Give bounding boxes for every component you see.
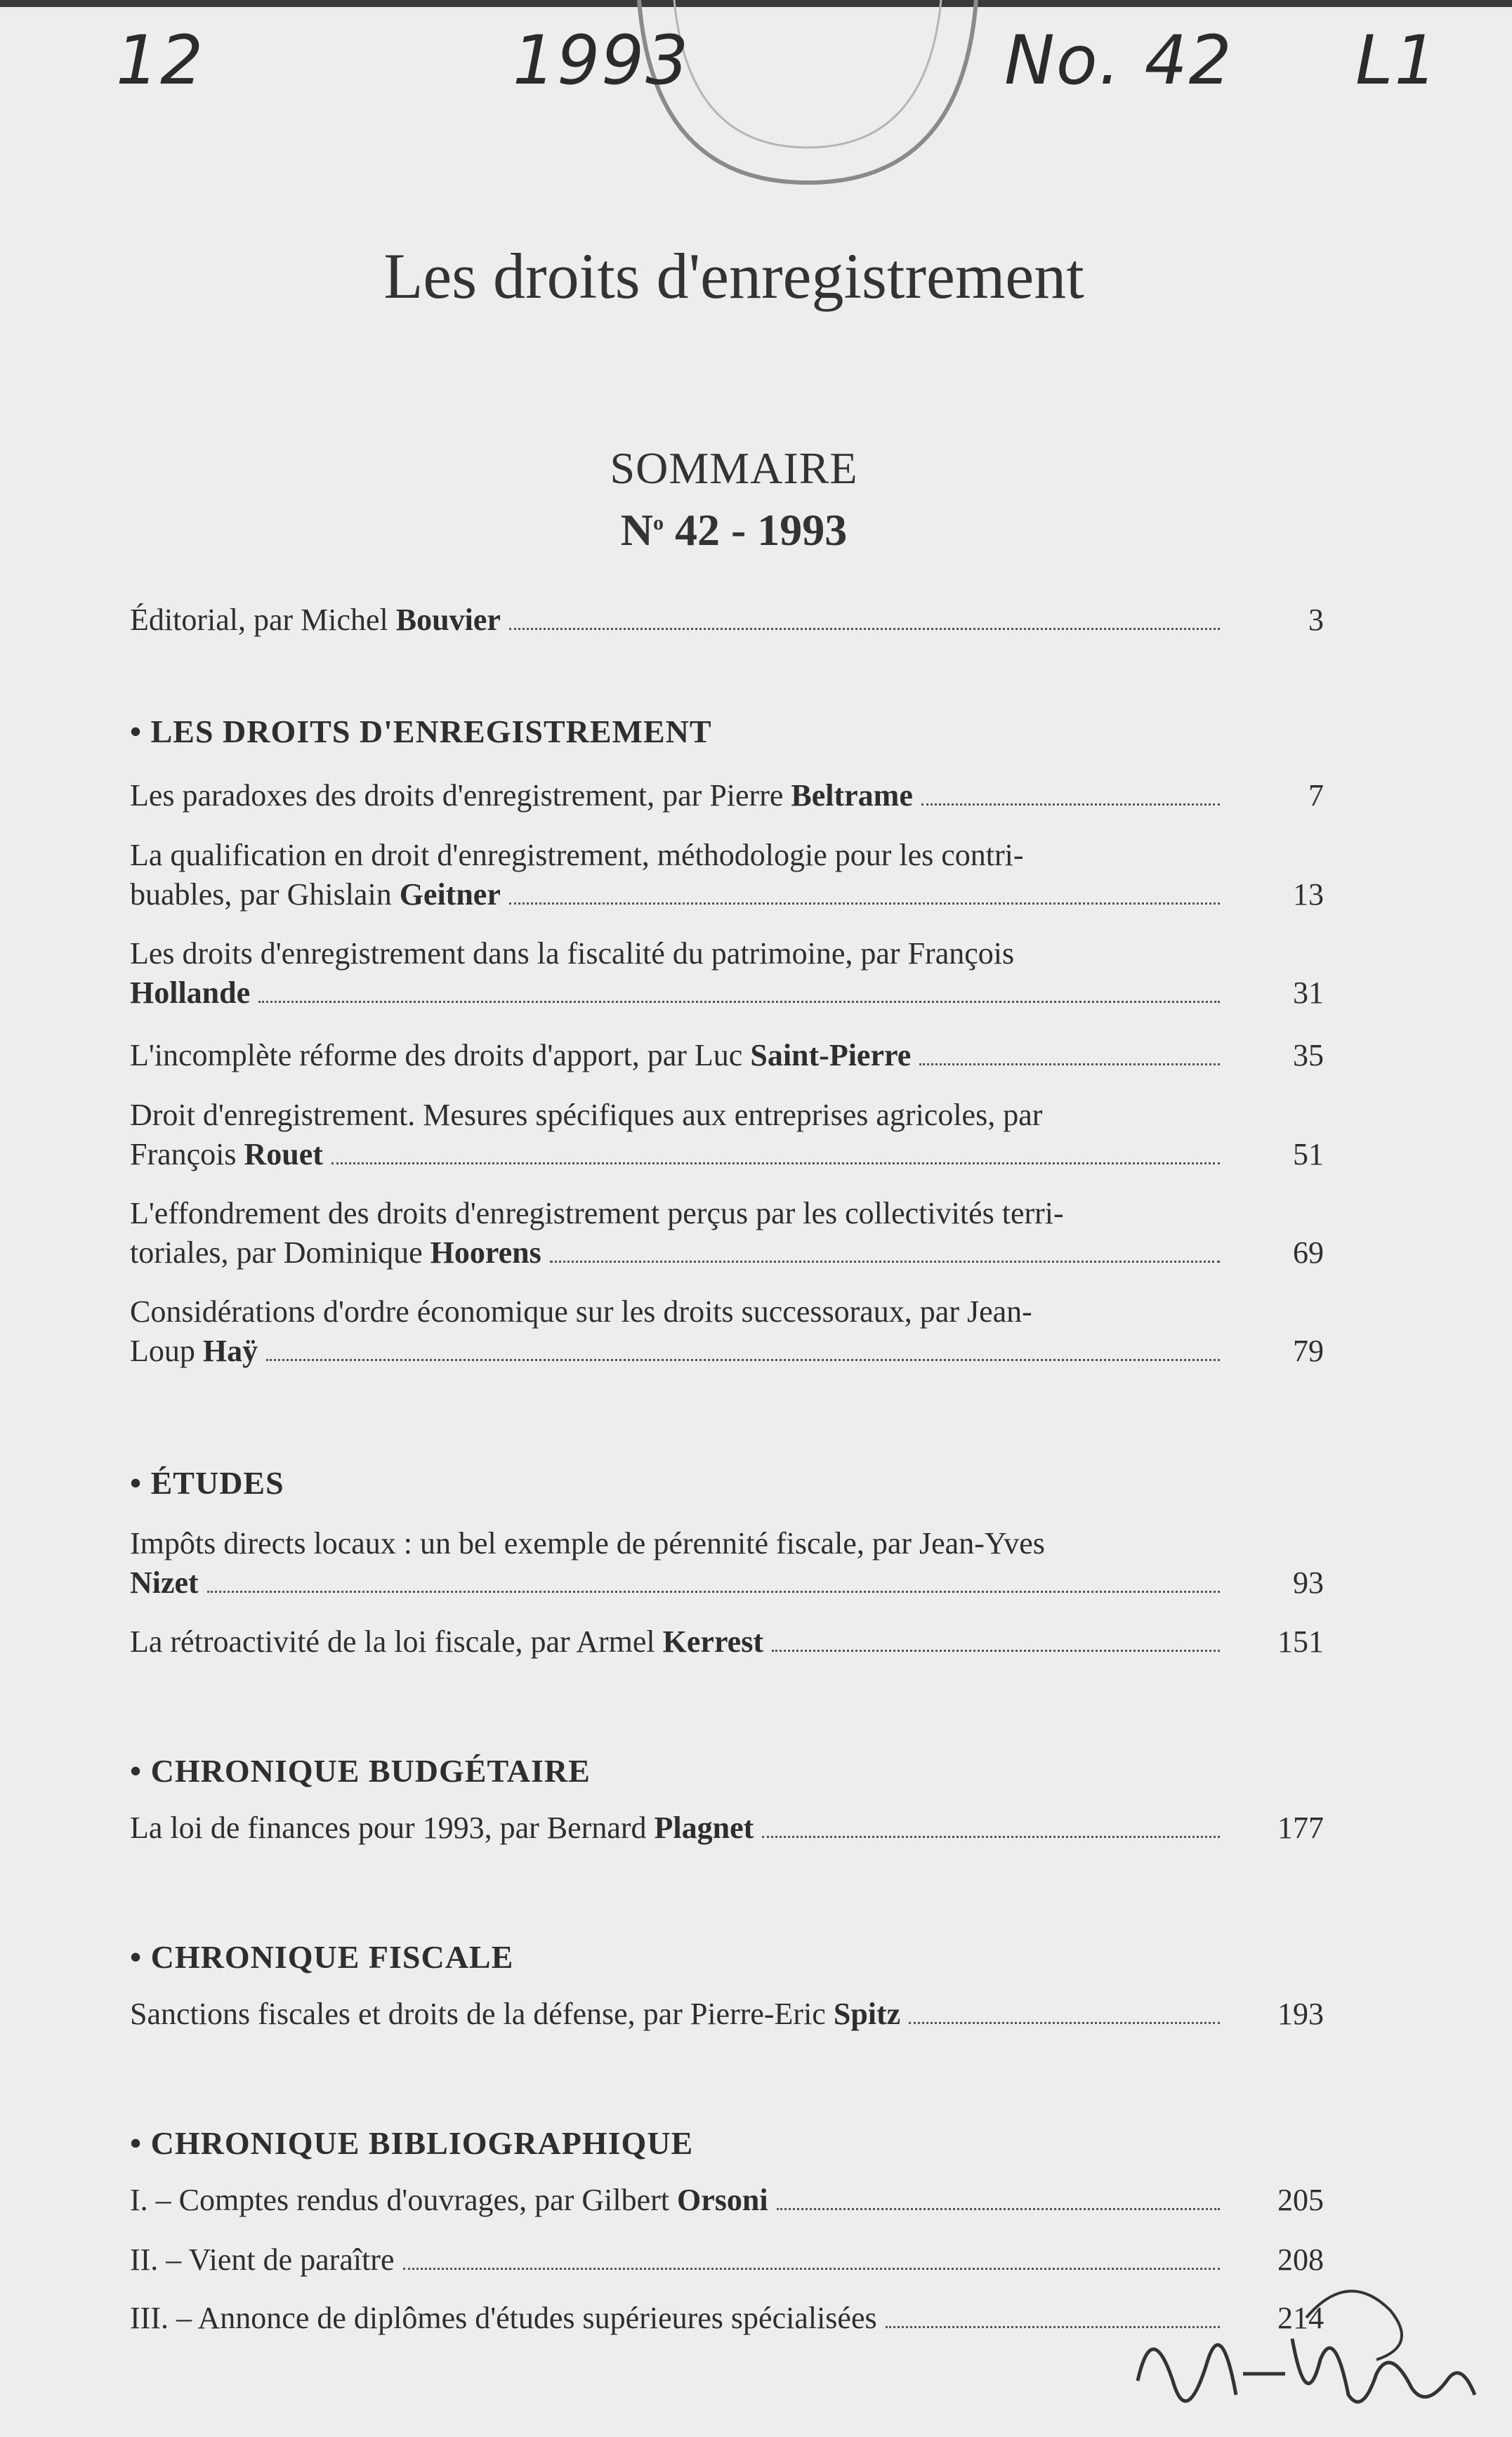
section-heading-etudes: • ÉTUDES [130,1465,284,1501]
page-number: 205 [1277,2183,1324,2217]
toc-entry[interactable]: Droit d'enregistrement. Mesures spécifiques aux entreprises agricoles, par François Rouet 51 [130,1096,1338,1174]
page-number: 3 [1308,603,1324,637]
toc-entry[interactable]: Sanctions fiscales et droits de la défense, par Pierre-Eric Spitz 193 [130,1995,1338,2034]
page-number: 177 [1277,1811,1324,1845]
page-number: 214 [1277,2301,1324,2335]
page-number: 51 [1293,1137,1324,1171]
handwritten-signature [1124,2275,1489,2437]
toc-entry[interactable]: La rétroactivité de la loi fiscale, par Armel Kerrest 151 [130,1622,1338,1662]
toc-entry-editorial[interactable]: Éditorial, par Michel Bouvier 3 [130,600,1338,640]
toc-entry[interactable]: Impôts directs locaux : un bel exemple de pérennité fiscale, par Jean-Yves Nizet 93 [130,1524,1338,1603]
toc-entry[interactable]: Considérations d'ordre économique sur les droits successoraux, par Jean- Loup Haÿ 79 [130,1292,1338,1371]
toc-entry[interactable]: Les paradoxes des droits d'enregistrement, par Pierre Beltrame 7 [130,776,1338,815]
handwritten-shelf-number: 12 [116,21,205,100]
page-number: 151 [1277,1624,1324,1659]
handwritten-year: 1993 [513,21,690,100]
page-number: 35 [1293,1038,1324,1072]
page-number: 93 [1293,1565,1324,1600]
sommaire-heading: SOMMAIRE [610,443,858,493]
page-number: 31 [1293,976,1324,1010]
toc-entry[interactable]: III. – Annonce de diplômes d'études supérieures spécialisées 214 [130,2299,1338,2338]
toc-entry[interactable]: II. – Vient de paraître 208 [130,2240,1338,2280]
page-number: 69 [1293,1235,1324,1270]
toc-entry[interactable]: La loi de finances pour 1993, par Bernard Plagnet 177 [130,1808,1338,1848]
page-number: 193 [1277,1997,1324,2031]
page-title: Les droits d'enregistrement [383,240,1084,312]
page-number: 79 [1293,1334,1324,1368]
section-heading-droits: • LES DROITS D'ENREGISTREMENT [130,714,712,749]
section-heading-fiscale: • CHRONIQUE FISCALE [130,1939,514,1975]
toc-entry[interactable]: L'incomplète réforme des droits d'apport, par Luc Saint-Pierre 35 [130,1036,1338,1075]
toc-entry[interactable]: L'effondrement des droits d'enregistrement perçus par les collectivités terri- toriales, par Dominique Hoorens 69 [130,1194,1338,1273]
section-heading-budgetaire: • CHRONIQUE BUDGÉTAIRE [130,1753,591,1789]
toc-entry[interactable]: La qualification en droit d'enregistrement, méthodologie pour les contri- buables, par Ghislain Geitner 13 [130,836,1338,914]
page-number: 208 [1277,2242,1324,2277]
page-number: 13 [1293,877,1324,912]
section-heading-bibliographique: • CHRONIQUE BIBLIOGRAPHIQUE [130,2125,694,2161]
handwritten-issue-number: No. 42 [1004,21,1233,100]
page-number: 7 [1308,778,1324,813]
issue-number: $N^o$ 42 - 1993 [620,505,848,555]
toc-entry[interactable]: Les droits d'enregistrement dans la fiscalité du patrimoine, par François Hollande 31 [130,934,1338,1013]
toc-entry[interactable]: I. – Comptes rendus d'ouvrages, par Gilbert Orsoni 205 [130,2181,1338,2220]
handwritten-code: L1 [1355,21,1439,100]
